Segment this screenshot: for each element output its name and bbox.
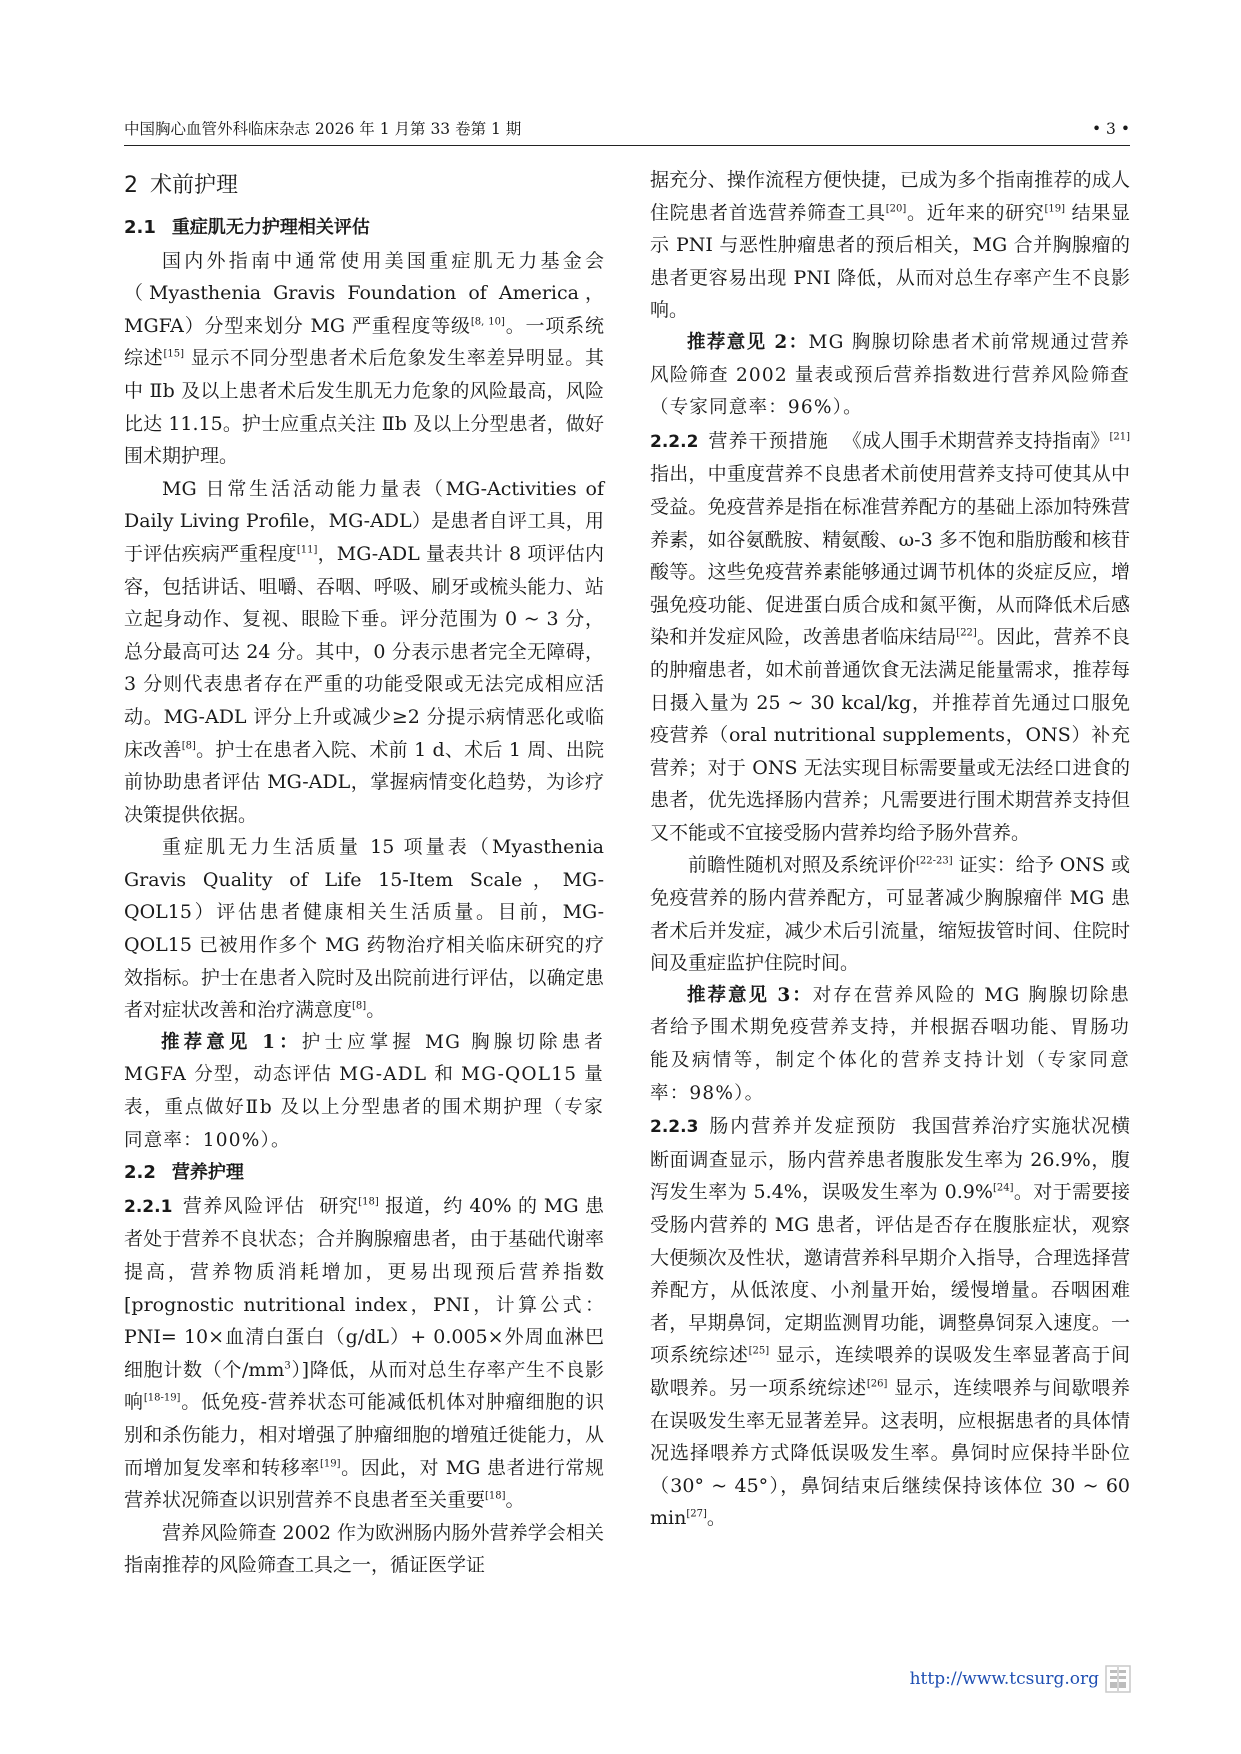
citation[interactable]: [26] (866, 1378, 888, 1390)
subsection-title: 营养干预措施 (708, 429, 829, 452)
paragraph-mg-adl: MG 日常生活活动能力量表（MG-Activities of Daily Living Profile，MG-ADL）是患者自评工具，用于评估疾病严重程度[11]，MG-ADL 量表共计 8 项评估内容，包括讲话、咀嚼、吞咽、呼吸、刷牙或梳头能力、站立起身动作、复视、眼睑下垂。评分范围为 0 ~ 3 分，总分最高可达 24 分。其中，0 分表示患者完全无障碍，3 分则代表患者存在严重的功能受限或无法完成相应活动。MG-ADL 评分上升或减少≥2 分提示病情恶化或临床改善[8]。护士在患者入院、术前 1 d、术后 1 周、出院前协助患者评估 MG-ADL，掌握病情变化趋势，为诊疗决策提供依据。 (124, 477, 604, 826)
paragraph-nrs2002: 营养风险筛查 2002 作为欧洲肠内肠外营养学会相关指南推荐的风险筛查工具之一，循证医学证 (124, 1521, 604, 1577)
recommendation-3: 推荐意见 3：对存在营养风险的 MG 胸腺切除患者给予围术期免疫营养支持，并根据吞咽功能、胃肠功能及病情等，制定个体化的营养支持计划（专家同意率：98%）。 (650, 984, 1130, 1104)
paragraph-nutrition-risk: 2.2.1 营养风险评估 研究[18] 报道，约 40% 的 MG 患者处于营养不良状态；合并胸腺瘤患者，由于基础代谢率提高，营养物质消耗增加，更易出现预后营养指数[prognostic nutritional index，PNI，计算公式：PNI= 10×血清白蛋白（g/dL）+ 0.005×外周血淋巴细胞计数（个$/mm^3$）]降低，从而对总生存率产生不良影响[18-19]。低免疫-营养状态可能减低机体对肿瘤细胞的识别和杀伤能力，相对增强了肿瘤细胞的增殖迁徙能力，从而增加复发率和转移率[19]。因此，对 MG 患者进行常规营养状况筛查以识别营养不良患者至关重要[18]。 (124, 1194, 604, 1512)
recommendation-label: 推荐意见 1： (161, 1031, 302, 1053)
paragraph-mg-qol15: 重症肌无力生活质量 15 项量表（Myasthenia Gravis Quality of Life 15-Item Scale，MG-QOL15）评估患者健康相关生活质量。目前，MG-QOL15 已被用作多个 MG 药物治疗相关临床研究的疗效指标。护士在患者入院时及出院前进行评估，以确定患者对症状改善和治疗满意度[8]。 (124, 836, 604, 1022)
journal-logo-icon (1105, 1665, 1131, 1693)
paragraph-enteral-complications: 2.2.3 肠内营养并发症预防 我国营养治疗实施状况横断面调查显示，肠内营养患者腹胀发生率为 26.9%，腹泻发生率为 5.4%，误吸发生率为 0.9%[24]。对于需要接受肠内营养的 MG 患者，评估是否存在腹胀症状，观察大便频次及性状，邀请营养科早期介入指导，合理选择营养配方，从低浓度、小剂量开始，缓慢增量。吞咽困难者，早期鼻饲，定期监测胃功能，调整鼻饲泵入速度。一项系统综述[25] 显示，连续喂养的误吸发生率显著高于间歇喂养。另一项系统综述[26] 显示，连续喂养与间歇喂养在误吸发生率无显著差异。这表明，应根据患者的具体情况选择喂养方式降低误吸发生率。鼻饲时应保持半卧位（30° ~ 45°），鼻饲结束后继续保持该体位 30 ~ 60 min[27]。 (650, 1115, 1130, 1530)
recommendation-label: 推荐意见 3： (687, 984, 813, 1006)
citation[interactable]: [18] (485, 1490, 506, 1502)
citation[interactable]: [8, 10] (470, 316, 505, 328)
citation[interactable]: [21] (1109, 431, 1130, 443)
section-heading-2-1: 2.1 重症肌无力护理相关评估 (124, 217, 370, 238)
page-number: • 3 • (1091, 120, 1130, 138)
citation[interactable]: [22-23] (916, 856, 953, 868)
recommendation-1: 推荐意见 1：护士应掌握 MG 胸腺切除患者 MGFA 分型，动态评估 MG-ADL 和 MG-QOL15 量表，重点做好Ⅱb 及以上分型患者的围术期护理（专家同意率：100%）。 (124, 1031, 605, 1151)
paragraph-nrs2002-cont: 据充分、操作流程方便快捷，已成为多个指南推荐的成人住院患者首选营养筛查工具[20]。近年来的研究[19] 结果显示 PNI 与恶性肿瘤患者的预后相关，MG 合并胸腺瘤的患者更容易出现 PNI 降低，从而对总生存率产生不良影响。 (650, 169, 1130, 322)
subsection-title: 肠内营养并发症预防 (708, 1115, 898, 1138)
subsection-number: 2.2.3 (650, 1117, 699, 1138)
citation[interactable]: [19] (1044, 203, 1065, 215)
citation[interactable]: [15] (163, 349, 184, 361)
citation[interactable]: [27] (686, 1509, 707, 1521)
citation[interactable]: [18] (358, 1196, 379, 1208)
citation[interactable]: [18-19] (143, 1393, 181, 1405)
header-rule (124, 145, 1130, 146)
citation[interactable]: [25] (748, 1346, 770, 1358)
recommendation-2: 推荐意见 2：MG 胸腺切除患者术前常规通过营养风险筛查 2002 量表或预后营养指数进行营养风险筛查（专家同意率：96%）。 (650, 331, 1130, 419)
page-footer (910, 1664, 1131, 1694)
citation[interactable]: [24] (992, 1183, 1014, 1195)
recommendation-label: 推荐意见 2： (687, 331, 809, 353)
citation[interactable]: [22] (956, 627, 977, 639)
subsection-number: 2.2.1 (124, 1196, 173, 1217)
subsection-title: 营养风险评估 (182, 1194, 306, 1217)
section-heading-2-2: 2.2 营养护理 (124, 1162, 244, 1184)
journal-title: 中国胸心血管外科临床杂志 2026 年 1 月第 33 卷第 1 期 (124, 120, 522, 138)
citation[interactable]: [8] (352, 1000, 367, 1012)
section-heading-2: 2 术前护理 (124, 173, 239, 198)
left-column (124, 164, 604, 1582)
paragraph-mgfa: 国内外指南中通常使用美国重症肌无力基金会（Myasthenia Gravis Foundation of America，MGFA）分型来划分 MG 严重程度等级[8, 10]。一项系统综述[15] 显示不同分型患者术后危象发生率差异明显。其中 Ⅱb 及以上患者术后发生肌无力危象的风险最高，风险比达 11.15。护士应重点关注 Ⅱb 及以上分型患者，做好围术期护理。 (124, 249, 604, 468)
citation[interactable]: [11] (296, 544, 318, 556)
subsection-number: 2.2.2 (650, 431, 699, 452)
paragraph-nutrition-intervention: 2.2.2 营养干预措施 《成人围手术期营养支持指南》[21] 指出，中重度营养不良患者术前使用营养支持可使其从中受益。免疫营养是指在标准营养配方的基础上添加特殊营养素，如谷氨酰胺、精氨酸、ω-3 多不饱和脂肪酸和核苷酸等。这些免疫营养素能够通过调节机体的炎症反应，增强免疫功能、促进蛋白质合成和氮平衡，从而降低术后感染和并发症风险，改善患者临床结局[22]。因此，营养不良的肿瘤患者，如术前普通饮食无法满足能量需求，推荐每日摄入量为 25 ~ 30 kcal/kg，并推荐首先通过口服免疫营养（oral nutritional supplements，ONS）补充营养；对于 ONS 无法实现目标需要量或无法经口进食的患者，优先选择肠内营养；凡需要进行围术期营养支持但又不能或不宜接受肠内营养均给予肠外营养。 (650, 429, 1130, 844)
right-column (650, 164, 1130, 1535)
paragraph-rct-evidence: 前瞻性随机对照及系统评价[22-23] 证实：给予 ONS 或免疫营养的肠内营养配方，可显著减少胸腺瘤伴 MG 患者术后并发症，减少术后引流量，缩短拔管时间、住院时间及重症监护住院时间。 (650, 854, 1130, 975)
journal-url-link[interactable]: http://www.tcsurg.org (909, 1669, 1099, 1689)
citation[interactable]: [20] (885, 203, 907, 215)
citation[interactable]: [19] (319, 1458, 341, 1470)
citation[interactable]: [8] (181, 740, 196, 752)
